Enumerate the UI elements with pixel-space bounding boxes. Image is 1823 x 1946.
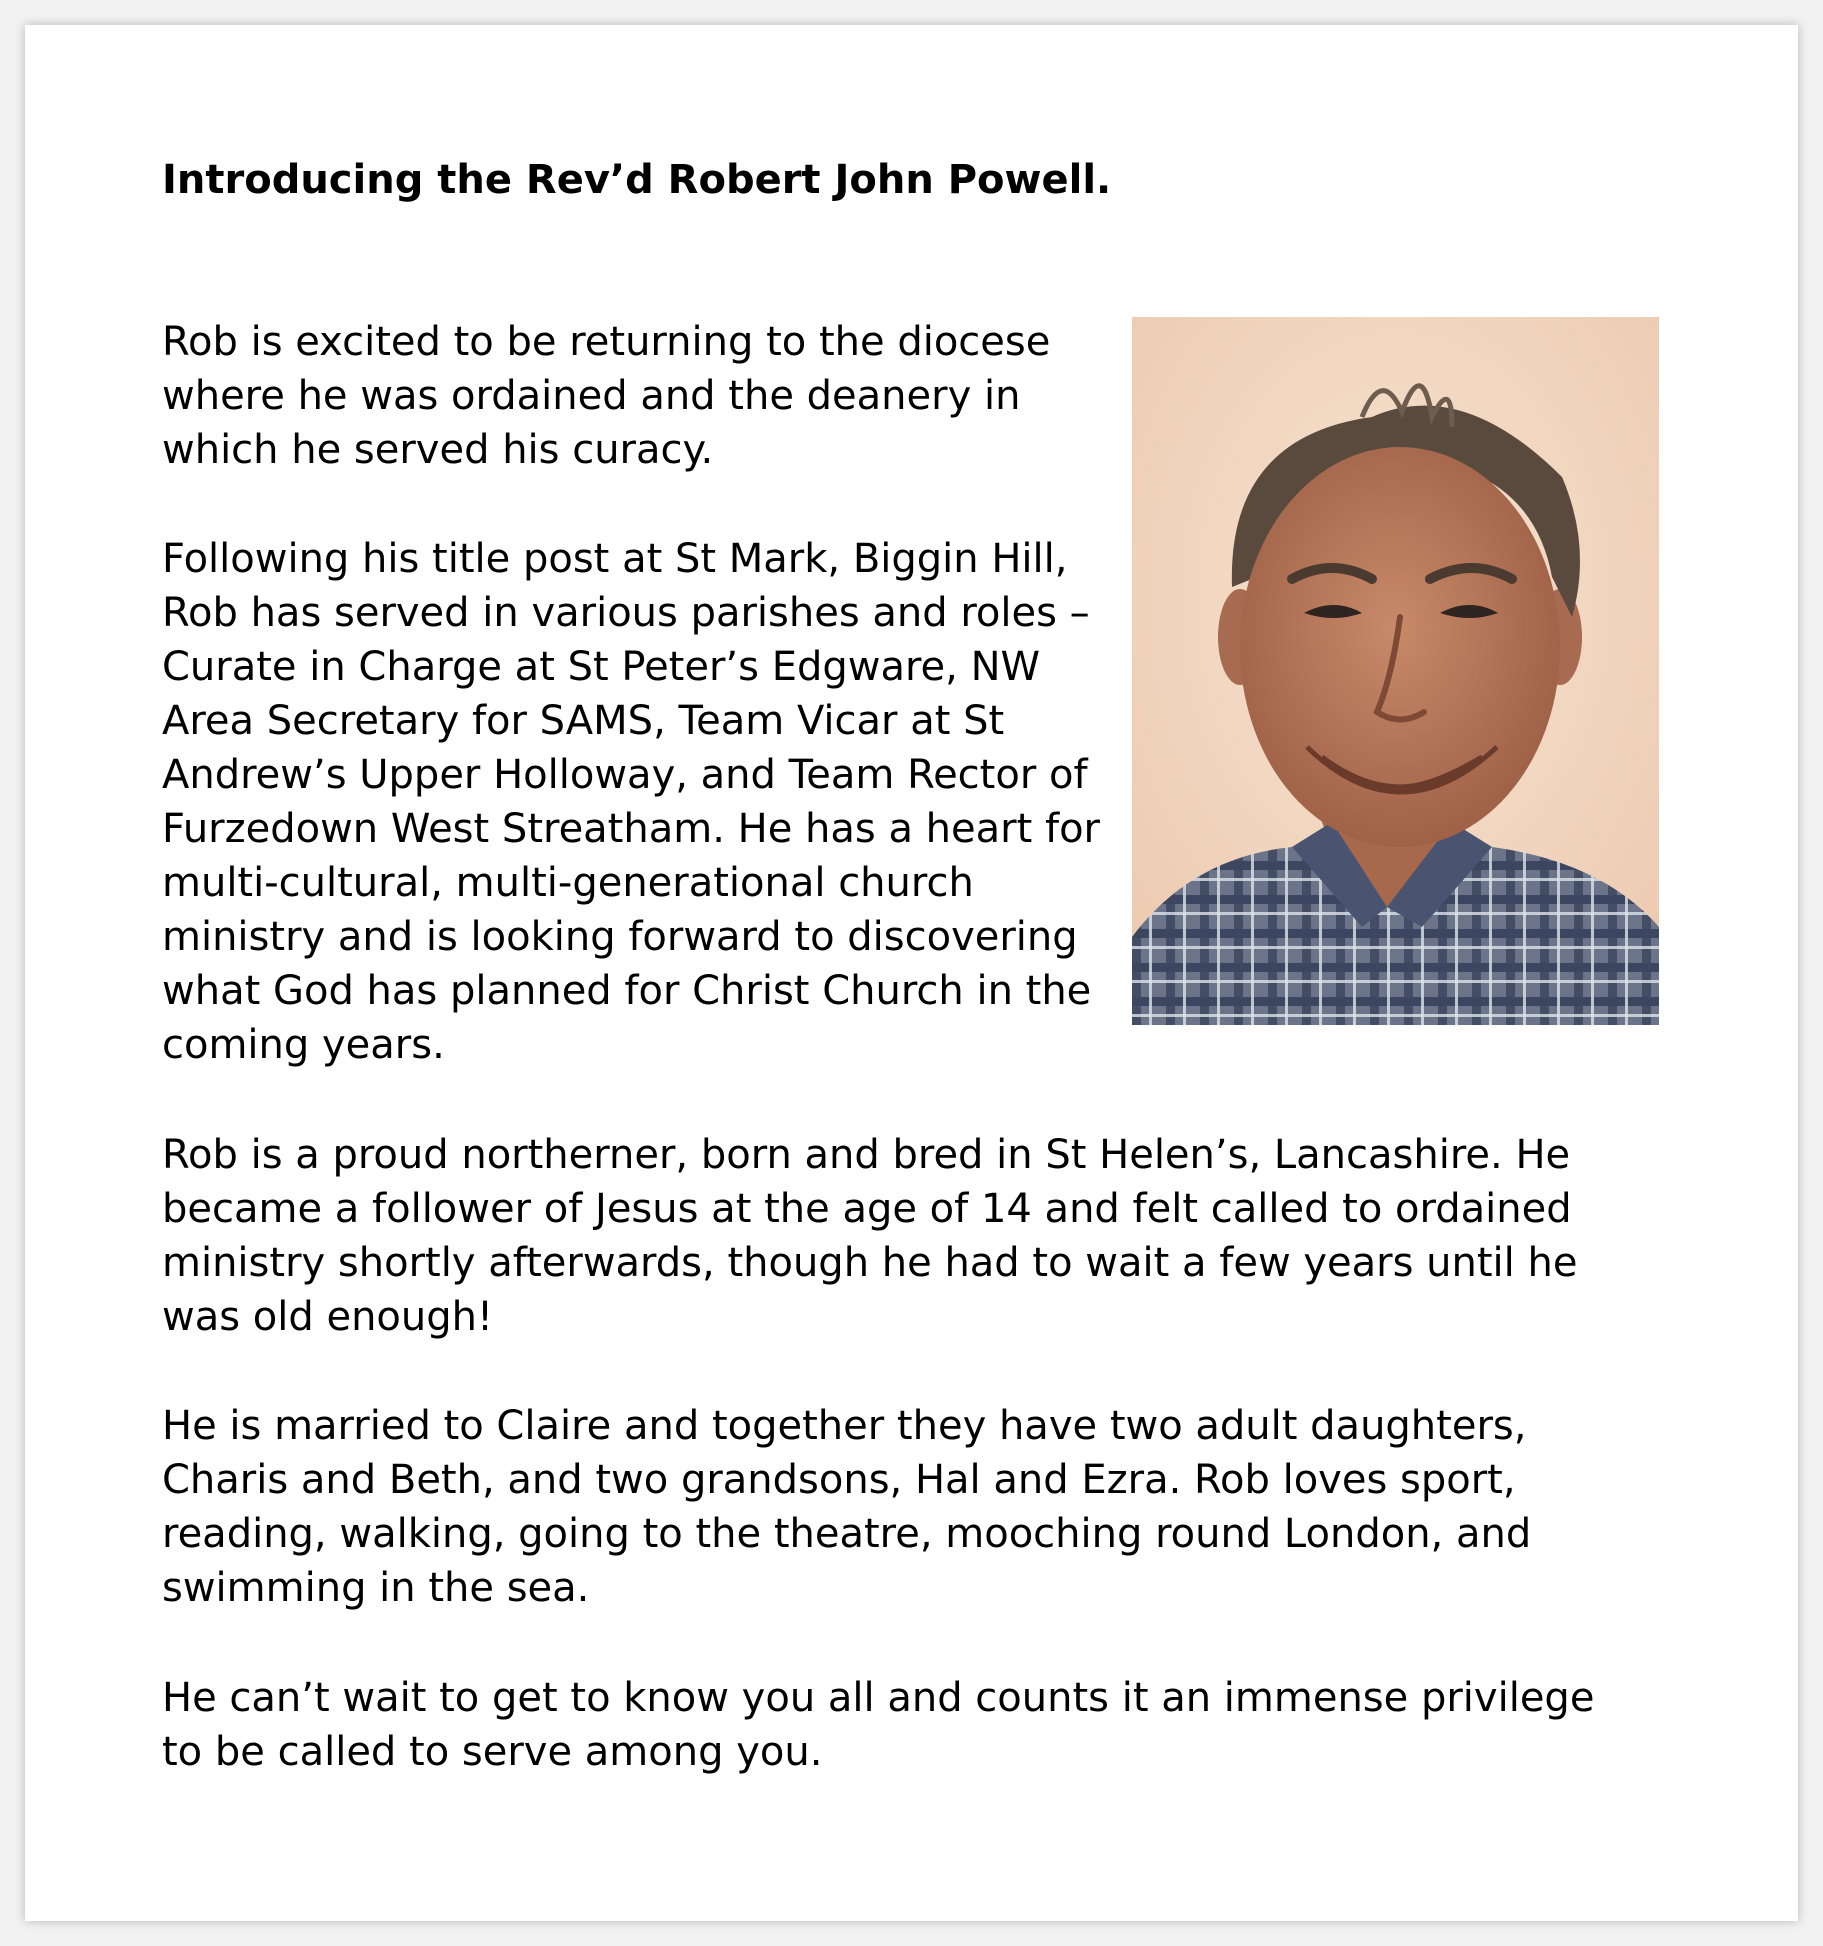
paragraph-background <box>162 1128 1577 1344</box>
paragraph-line: ministry and is looking forward to discovering <box>162 914 1078 960</box>
paragraph-line: which he served his curacy. <box>162 427 714 473</box>
paragraph-line: was old enough! <box>162 1294 494 1340</box>
paragraph-line: ministry shortly afterwards, though he had to wait a few years until he <box>162 1240 1578 1286</box>
paragraph-line: coming years. <box>162 1022 445 1068</box>
paragraph-career <box>162 532 1100 1072</box>
paragraph-family <box>162 1399 1531 1615</box>
paragraph-line: Charis and Beth, and two grandsons, Hal and Ezra. Rob loves sport, <box>162 1457 1516 1503</box>
paragraph-line: Curate in Charge at St Peter’s Edgware, NW <box>162 644 1041 690</box>
paragraph-line: where he was ordained and the deanery in <box>162 373 1021 419</box>
document-page <box>25 25 1798 1921</box>
article-title: Introducing the Rev’d Robert John Powell. <box>162 157 1112 203</box>
paragraph-line: swimming in the sea. <box>162 1565 590 1611</box>
paragraph-line: multi-cultural, multi-generational church <box>162 860 974 906</box>
paragraph-closing <box>162 1671 1594 1779</box>
paragraph-line: reading, walking, going to the theatre, mooching round London, and <box>162 1511 1532 1557</box>
paragraph-line: Furzedown West Streatham. He has a heart for <box>162 806 1100 852</box>
paragraph-intro <box>162 315 1050 477</box>
paragraph-line: Rob is a proud northerner, born and bred in St Helen’s, Lancashire. He <box>162 1132 1571 1178</box>
paragraph-line: He can’t wait to get to know you all and counts it an immense privilege <box>162 1675 1595 1721</box>
paragraph-line: Area Secretary for SAMS, Team Vicar at St <box>162 698 1005 744</box>
paragraph-line: Following his title post at St Mark, Biggin Hill, <box>162 536 1068 582</box>
paragraph-line: what God has planned for Christ Church in the <box>162 968 1092 1014</box>
portrait-illustration <box>1132 317 1659 1025</box>
paragraph-line: became a follower of Jesus at the age of 14 and felt called to ordained <box>162 1186 1572 1232</box>
paragraph-line: Rob has served in various parishes and roles – <box>162 590 1090 636</box>
portrait-photo <box>1132 317 1659 1025</box>
paragraph-line: He is married to Claire and together they have two adult daughters, <box>162 1403 1527 1449</box>
paragraph-line: to be called to serve among you. <box>162 1729 823 1775</box>
paragraph-line: Rob is excited to be returning to the diocese <box>162 319 1051 365</box>
paragraph-line: Andrew’s Upper Holloway, and Team Rector of <box>162 752 1088 798</box>
